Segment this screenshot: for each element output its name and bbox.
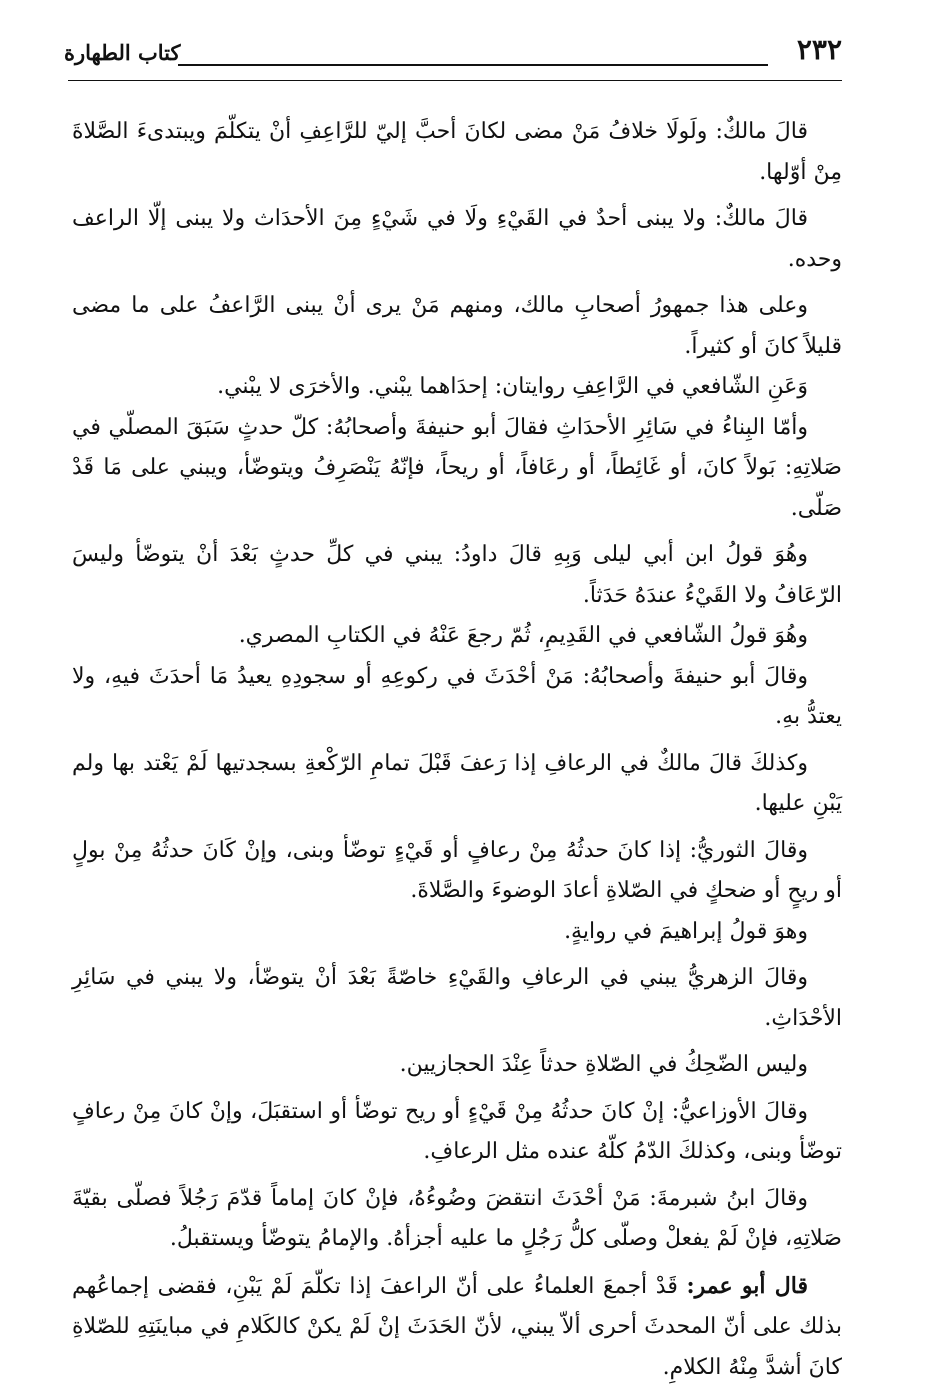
book-title: كتاب الطهارة xyxy=(64,40,181,66)
document-page xyxy=(60,30,842,1365)
page-number: ٢٣٢ xyxy=(797,34,842,66)
paragraph-ibrahim: وهوَ قولُ إبراهيمَ في روايةٍ. xyxy=(72,912,842,953)
paragraph-laughter: وليس الضّحِكُ في الصّلاةِ حدثاً عِنْدَ الحجازيين. xyxy=(72,1045,842,1086)
paragraph-malik-rak-ah: وكذلكَ قالَ مالكٌ في الرعافِ إذا رَعفَ قَبْلَ تمامِ الرّكْعةِ بسجدتيها لَمْ يَعْتد بها ولم يَبْنِ عليها. xyxy=(72,744,842,825)
paragraph-shafii-narrations: وَعَنِ الشّافعي في الرَّاعِفِ روايتان: إحدَاهما يبْني. والأخرَى لا يبْني. xyxy=(72,367,842,408)
abu-umar-text: قَدْ أجمعَ العلماءُ على أنّ الراعفَ إذا تكلّمَ لَمْ يَبْنِ، فقضى إجماعُهم بذلك على أنّ المحدثَ أحرى ألاّ يبني، لأنّ الحَدَثَ إنْ لَمْ يكنْ كالكَلامِ في مباينَتِهِ للصّلاةِ كانَ أشدَّ مِنْهُ الكلامِ. xyxy=(72,1274,842,1380)
paragraph-malik-opinion: قالَ مالكٌ: ولَولَا خلافُ مَنْ مضى لكانَ أحبَّ إليّ للرَّاعِفِ أنْ يتكلّمَ ويبتدىءَ الصَّلاةَ مِنْ أوّلها. xyxy=(72,112,842,193)
paragraph-ibn-abi-layla: وهُوَ قولُ ابن أبي ليلى وَبِهِ قالَ داودُ: يبني في كلِّ حدثٍ بَعْدَ أنْ يتوضّأ وليسَ الرّعَافُ ولا القَيْءُ عندَهُ حَدَثاً. xyxy=(72,535,842,616)
running-header xyxy=(60,30,842,70)
paragraph-abu-hanifa-building: وأمّا البِناءُ في سَائِرِ الأحدَاثِ فقالَ أبو حنيفةَ وأصحابُهُ: كلّ حدثٍ سَبَقَ المصلّي في صَلاتِهِ: بَولاً كانَ، أو غَائِطاً، أو رعَافاً، أو ريحاً، فإنّهُ يَنْصَرِفُ ويتوضّأ، ويبني على مَا قَدْ صَلّى. xyxy=(72,408,842,530)
paragraph-shafii-old: وهُوَ قولُ الشّافعي في القَدِيمِ، ثُمّ رجعَ عَنْهُ في الكتابِ المصري. xyxy=(72,616,842,657)
header-rule xyxy=(178,64,768,66)
paragraph-ibn-shubruma: وقالَ ابنُ شبرمةَ: مَنْ أحْدَثَ انتقضَ وضُوءُهُ، فإنْ كانَ إماماً قدّمَ رَجُلاً فصلّى بقيّةَ صَلاتِهِ، فإنْ لَمْ يفعلْ وصلّى كلُّ رَجُلٍ ما عليه أجزأهُ. والإمامُ يتوضّأ ويستقبلُ. xyxy=(72,1179,842,1260)
paragraph-malik-vomit: قالَ مالكٌ: ولا يبنى أحدٌ في القَيْءِ ولَا في شَيْءٍ مِنَ الأحدَاث ولا يبنى إلّا الراعف وحده. xyxy=(72,199,842,280)
speaker-label: قال أبو عمر: xyxy=(687,1273,809,1299)
paragraph-zuhri: وقالَ الزهريُّ يبني في الرعافِ والقَيْءِ خاصّةً بَعْدَ أنْ يتوضّأ، ولا يبني في سَائِرِ الأحْدَاثِ. xyxy=(72,958,842,1039)
page-body xyxy=(72,112,842,1388)
page-divider xyxy=(68,80,842,81)
paragraph-abu-hanifa-rukoo: وقالَ أبو حنيفةَ وأصحابُهُ: مَنْ أحْدَثَ في ركوعِهِ أو سجودِهِ يعيدُ مَا أحدَثَ فيهِ، ولا يعتدُّ بهِ. xyxy=(72,657,842,738)
paragraph-thawri: وقالَ الثوريُّ: إذا كانَ حدثُهُ مِنْ رعافٍ أو قَيْءٍ توضّأ وبنى، وإنْ كَانَ حدثُهُ مِنْ بولٍ أو ريحٍ أو ضحكٍ في الصّلاةِ أعادَ الوضوءَ والصَّلاةَ. xyxy=(72,831,842,912)
paragraph-malik-companions: وعلى هذا جمهورُ أصحابِ مالك، ومنهم مَنْ يرى أنْ يبنى الرَّاعفُ على ما مضى قليلاً كانَ أو كثيراً. xyxy=(72,286,842,367)
paragraph-abu-umar xyxy=(72,1266,842,1388)
paragraph-awzai: وقالَ الأوزاعيُّ: إنْ كانَ حدثُهُ مِنْ قَيْءٍ أو ريح توضّأ أو استقبَلَ، وإنْ كانَ مِنْ رعافٍ توضّأ وبنى، وكذلكَ الدّمُ كلّهُ عنده مثل الرعافِ. xyxy=(72,1092,842,1173)
